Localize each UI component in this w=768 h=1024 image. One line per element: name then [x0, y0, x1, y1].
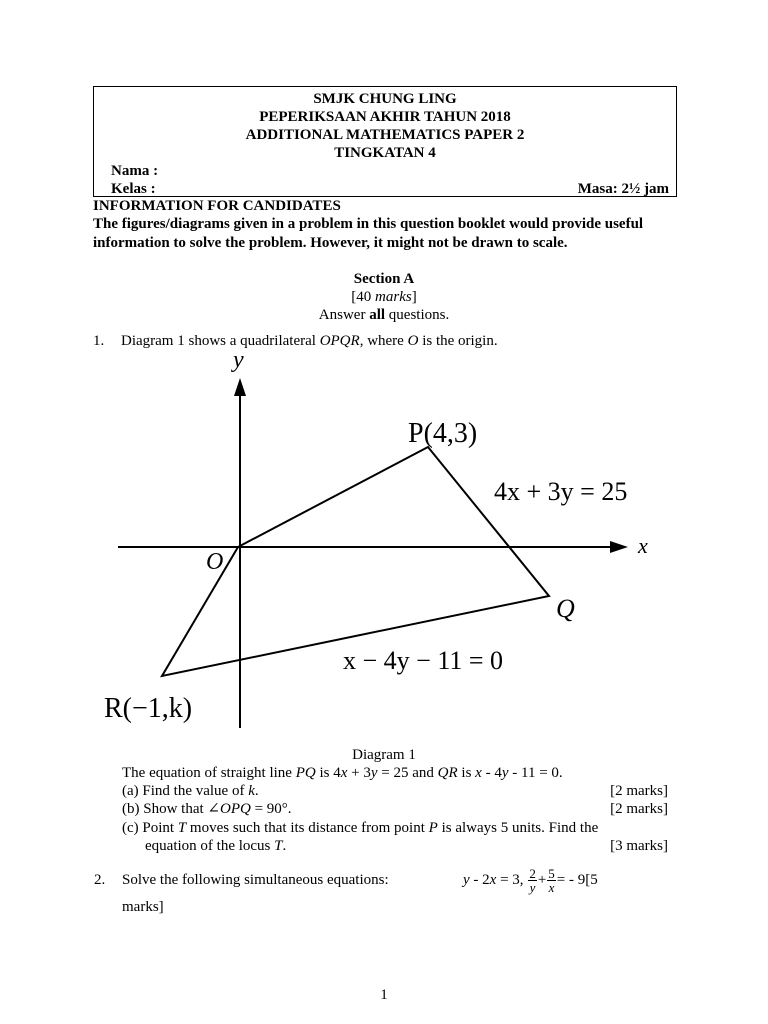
x-axis-label: x [638, 533, 648, 558]
school-name: SMJK CHUNG LING [313, 91, 457, 107]
diagram-caption: Diagram 1 [352, 747, 416, 763]
q2-text: Solve the following simultaneous equations: [122, 872, 389, 888]
q1-part-b-marks: [2 marks] [610, 801, 668, 817]
class-label: Kelas : [111, 181, 156, 197]
y-axis-arrow [234, 378, 246, 396]
info-paragraph: The figures/diagrams given in a problem in this question booklet would provide useful information to solve the problem. However, it might not be drawn to scale. [93, 216, 644, 251]
q1-intro: Diagram 1 shows a quadrilateral OPQR, where O is the origin. [121, 333, 498, 349]
paper-title: ADDITIONAL MATHEMATICS PAPER 2 [245, 127, 525, 143]
q1-number: 1. [93, 333, 105, 349]
line-qr-equation: x − 4y − 11 = 0 [343, 646, 504, 675]
fraction-5-over-x: $\frac{5}{x}$ [548, 866, 555, 896]
point-p-label: P(4,3) [408, 418, 478, 449]
page-number: 1 [380, 987, 388, 1003]
fraction-2-over-y: $\frac{2}{y}$ [529, 866, 536, 896]
y-axis-label: y [233, 347, 244, 373]
section-marks: [40 marks] [351, 289, 417, 305]
section-title: Section A [353, 271, 415, 287]
exam-title: PEPERIKSAAN AKHIR TAHUN 2018 [259, 109, 511, 125]
line-pq-equation: 4x + 3y = 25 [494, 477, 628, 506]
q1-part-a-marks: [2 marks] [610, 783, 668, 799]
point-q-label: Q [556, 594, 575, 623]
section-instruction: Answer all questions. [318, 307, 450, 323]
q1-equations-statement: The equation of straight line PQ is 4x + 3y = 25 and QR is x - 4y - 11 = 0. [122, 765, 563, 781]
info-heading: INFORMATION FOR CANDIDATES [93, 198, 341, 214]
q2-marks: marks] [122, 899, 164, 915]
q1-part-c-marks: [3 marks] [610, 838, 668, 854]
q1-part-c: (c) Point T moves such that its distance from point P is always 5 units. Find the [122, 820, 599, 836]
q2-number: 2. [94, 872, 106, 888]
origin-label: O [206, 549, 224, 575]
name-label: Nama : [111, 163, 159, 179]
q1-part-c-continued: equation of the locus T. [145, 838, 287, 854]
point-r-label: R(−1,k) [104, 693, 193, 724]
q2-equations: y - 2x = 3, $\frac{2}{y}$ + $\frac{5}{x}$ = - 9[5 [463, 866, 598, 896]
q1-part-b: (b) Show that ∠OPQ = 90°. [122, 801, 292, 817]
q1-part-a: (a) Find the value of k. [122, 783, 259, 799]
form-level: TINGKATAN 4 [334, 145, 436, 161]
x-axis-arrow [610, 541, 628, 553]
time-label: Masa: 2½ jam [577, 181, 669, 197]
